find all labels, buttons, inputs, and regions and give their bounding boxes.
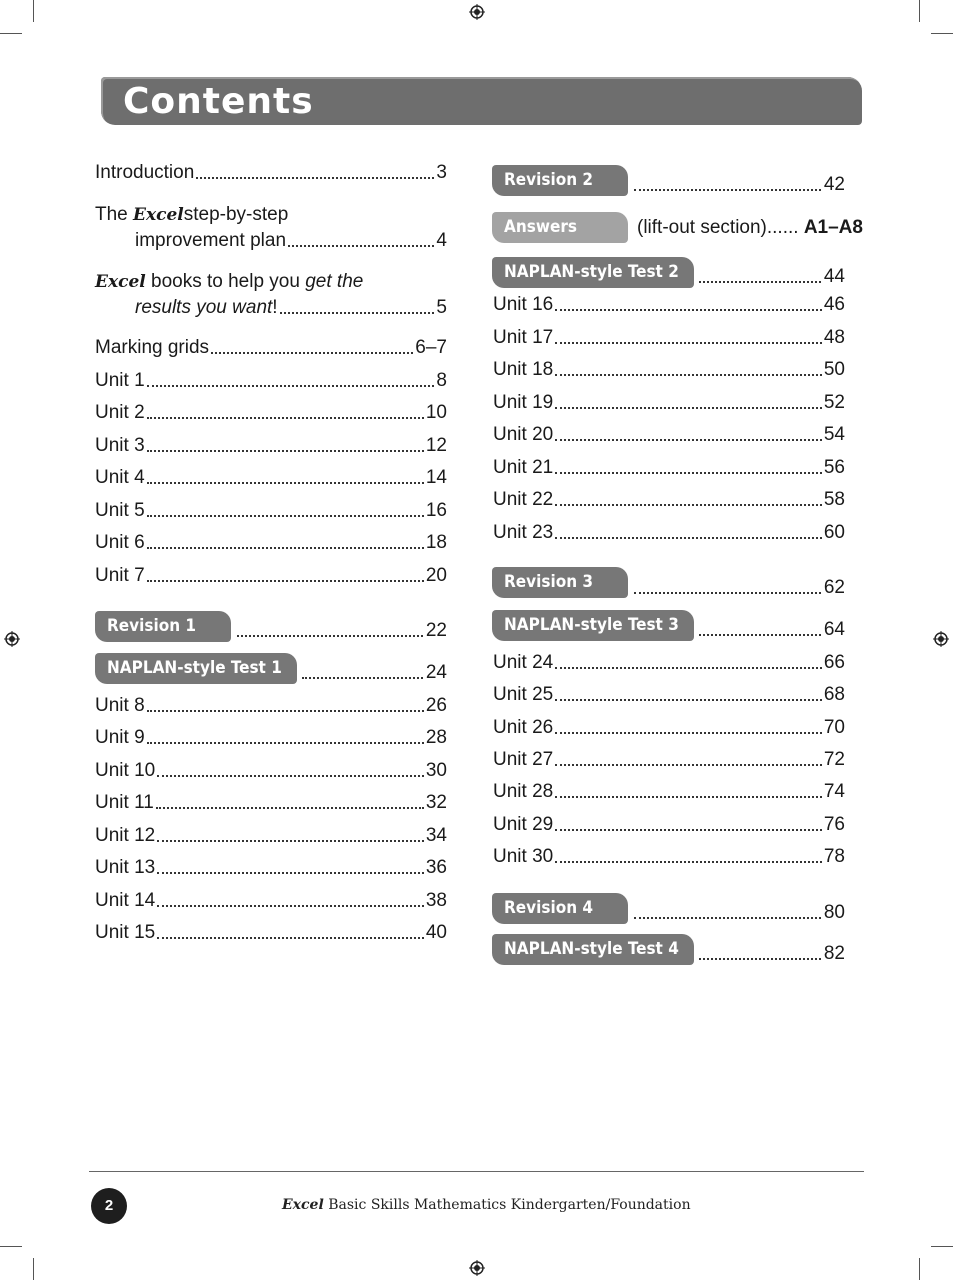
toc-entry-unit[interactable]: Unit 9 28 — [95, 727, 447, 748]
leader-dots — [147, 417, 424, 419]
leader-dots — [147, 547, 424, 549]
toc-entry-unit[interactable]: Unit 27 72 — [493, 749, 845, 770]
leader-dots — [555, 732, 822, 734]
toc-entry-unit[interactable]: Unit 29 76 — [493, 814, 845, 835]
toc-entry-introduction[interactable]: Introduction 3 — [95, 162, 447, 183]
leader-dots — [237, 635, 423, 637]
leader-dots — [555, 667, 822, 669]
toc-entry-unit[interactable]: Unit 3 12 — [95, 435, 447, 456]
naplan-test-3-tab[interactable]: NAPLAN-style Test 3 — [492, 610, 694, 641]
revision-3-leader: 62 — [634, 575, 845, 601]
leader-dots — [147, 385, 435, 387]
leader-dots — [147, 710, 424, 712]
naplan-test-3-leader: 64 — [699, 617, 845, 643]
leader-dots — [555, 374, 822, 376]
revision-1-leader: 22 — [237, 618, 447, 644]
leader-dots — [555, 699, 822, 701]
registration-mark-icon — [469, 1260, 485, 1276]
leader-dots — [555, 861, 822, 863]
leader-dots — [634, 592, 821, 594]
crop-mark — [0, 33, 22, 34]
toc-entry-unit[interactable]: Unit 19 52 — [493, 392, 845, 413]
naplan-test-4-leader: 82 — [699, 941, 845, 967]
naplan-test-2-leader: 44 — [699, 264, 845, 290]
revision-2-tab[interactable]: Revision 2 — [492, 165, 628, 196]
revision-2-leader: 42 — [634, 172, 845, 198]
toc-entry-unit[interactable]: Unit 12 34 — [95, 825, 447, 846]
leader-dots — [147, 515, 424, 517]
crop-mark — [919, 1258, 920, 1280]
toc-entry-unit[interactable]: Unit 28 74 — [493, 781, 845, 802]
footer-rule — [89, 1171, 864, 1172]
toc-entry-unit[interactable]: Unit 14 38 — [95, 890, 447, 911]
toc-entry-unit[interactable]: Unit 23 60 — [493, 522, 845, 543]
naplan-test-4-tab[interactable]: NAPLAN-style Test 4 — [492, 934, 694, 965]
toc-entry-unit[interactable]: Unit 1 8 — [95, 370, 447, 391]
toc-entry-unit[interactable]: Unit 18 50 — [493, 359, 845, 380]
leader-dots — [288, 245, 434, 247]
leader-dots — [302, 677, 423, 679]
revision-1-tab[interactable]: Revision 1 — [95, 611, 231, 642]
toc-entry-unit[interactable]: Unit 20 54 — [493, 424, 845, 445]
leader-dots — [157, 872, 424, 874]
leader-dots — [157, 937, 424, 939]
toc-entry-unit[interactable]: Unit 8 26 — [95, 695, 447, 716]
toc-entry-unit[interactable]: Unit 5 16 — [95, 500, 447, 521]
crop-mark — [919, 0, 920, 22]
toc-entry-unit[interactable]: Unit 16 46 — [493, 294, 845, 315]
leader-dots — [555, 472, 822, 474]
footer-book-title: Excel Basic Skills Mathematics Kindergarten/Foundation — [282, 1197, 691, 1213]
naplan-test-1-leader: 24 — [302, 660, 447, 686]
leader-dots — [555, 504, 822, 506]
leader-dots — [555, 829, 822, 831]
toc-entry-unit[interactable]: Unit 22 58 — [493, 489, 845, 510]
leader-dots — [147, 482, 424, 484]
crop-mark — [33, 0, 34, 22]
leader-dots — [699, 634, 821, 636]
leader-dots — [555, 537, 822, 539]
revision-4-leader: 80 — [634, 900, 845, 926]
revision-4-tab[interactable]: Revision 4 — [492, 893, 628, 924]
leader-dots — [156, 807, 424, 809]
toc-entry-unit[interactable]: Unit 10 30 — [95, 760, 447, 781]
leader-dots — [555, 407, 822, 409]
crop-mark — [33, 1258, 34, 1280]
toc-entry-unit[interactable]: Unit 30 78 — [493, 846, 845, 867]
answers-tab[interactable]: Answers — [492, 212, 628, 243]
registration-mark-icon — [469, 4, 485, 20]
crop-mark — [0, 1246, 22, 1247]
crop-mark — [931, 33, 953, 34]
answers-note: (lift-out section)...... A1–A8 — [637, 217, 863, 238]
revision-3-tab[interactable]: Revision 3 — [492, 567, 628, 598]
naplan-test-2-tab[interactable]: NAPLAN-style Test 2 — [492, 257, 694, 288]
leader-dots — [555, 342, 822, 344]
toc-entry-unit[interactable]: Unit 6 18 — [95, 532, 447, 553]
leader-dots — [157, 905, 424, 907]
leader-dots — [280, 312, 435, 314]
registration-mark-icon — [933, 631, 949, 647]
toc-entry-excel-books[interactable]: Excel books to help you get the results you want ! 5 — [95, 271, 447, 318]
leader-dots — [157, 840, 424, 842]
leader-dots — [699, 281, 821, 283]
leader-dots — [555, 796, 822, 798]
leader-dots — [555, 764, 822, 766]
leader-dots — [555, 309, 822, 311]
toc-entry-unit[interactable]: Unit 24 66 — [493, 652, 845, 673]
registration-mark-icon — [4, 631, 20, 647]
toc-entry-unit[interactable]: Unit 26 70 — [493, 717, 845, 738]
contents-title-bar — [101, 77, 862, 125]
toc-entry-unit[interactable]: Unit 25 68 — [493, 684, 845, 705]
toc-entry-unit[interactable]: Unit 2 10 — [95, 402, 447, 423]
leader-dots — [634, 917, 821, 919]
leader-dots — [699, 958, 821, 960]
leader-dots — [157, 775, 424, 777]
toc-entry-unit[interactable]: Unit 15 40 — [95, 922, 447, 943]
toc-entry-marking-grids[interactable]: Marking grids 6–7 — [95, 337, 447, 358]
page-title: Contents — [123, 81, 314, 122]
leader-dots — [196, 177, 434, 179]
leader-dots — [147, 450, 424, 452]
toc-entry-unit[interactable]: Unit 21 56 — [493, 457, 845, 478]
leader-dots — [211, 352, 413, 354]
toc-entry-unit[interactable]: Unit 13 36 — [95, 857, 447, 878]
toc-entry-unit[interactable]: Unit 4 14 — [95, 467, 447, 488]
toc-entry-unit[interactable]: Unit 7 20 — [95, 565, 447, 586]
toc-entry-unit[interactable]: Unit 17 48 — [493, 327, 845, 348]
toc-entry-unit[interactable]: Unit 11 32 — [95, 792, 447, 813]
naplan-test-1-tab[interactable]: NAPLAN-style Test 1 — [95, 653, 297, 684]
leader-dots — [147, 580, 424, 582]
crop-mark — [931, 1246, 953, 1247]
toc-entry-step-plan[interactable]: The Excelstep-by-step improvement plan 4 — [95, 204, 447, 251]
leader-dots — [147, 742, 424, 744]
leader-dots — [634, 189, 821, 191]
page-number-badge: 2 — [91, 1188, 127, 1224]
leader-dots — [555, 439, 822, 441]
